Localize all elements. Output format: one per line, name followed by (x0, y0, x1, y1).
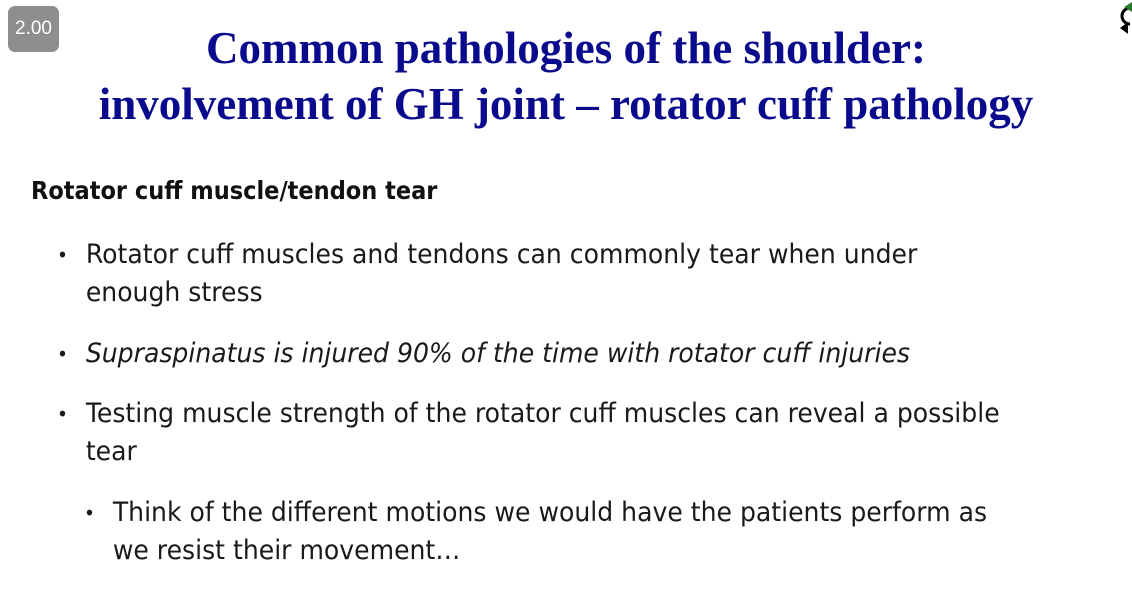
slide-title-line-2: involvement of GH joint – rotator cuff pathology (98, 79, 1034, 129)
bullet-item (57, 236, 917, 312)
bullet-dot: • (57, 342, 68, 366)
bullet-dot: • (84, 501, 95, 525)
slide-title (0, 20, 1132, 132)
section-heading: Rotator cuff muscle/tendon tear (31, 176, 438, 205)
bullet-dot: • (57, 402, 68, 426)
bullet-dot: • (57, 243, 68, 267)
sub-bullet-item (84, 494, 987, 570)
bullet-text-line: Supraspinatus is injured 90% of the time with rotator cuff injuries (85, 338, 910, 369)
bullet-text-line: we resist their movement… (112, 535, 461, 566)
playback-speed-badge[interactable]: 2.00 (8, 6, 59, 52)
bullet-text-line: Testing muscle strength of the rotator cuff muscles can reveal a possible (85, 398, 1000, 429)
bullet-text-line: tear (85, 436, 137, 467)
bullet-item (57, 335, 910, 373)
bullet-item (57, 395, 1000, 471)
bullet-text-line: Rotator cuff muscles and tendons can commonly tear when under (85, 239, 918, 270)
slide-title-line-1: Common pathologies of the shoulder: (205, 23, 927, 73)
bullet-text-line: Think of the different motions we would have the patients perform as (112, 497, 988, 528)
bullet-text-line: enough stress (85, 277, 263, 308)
